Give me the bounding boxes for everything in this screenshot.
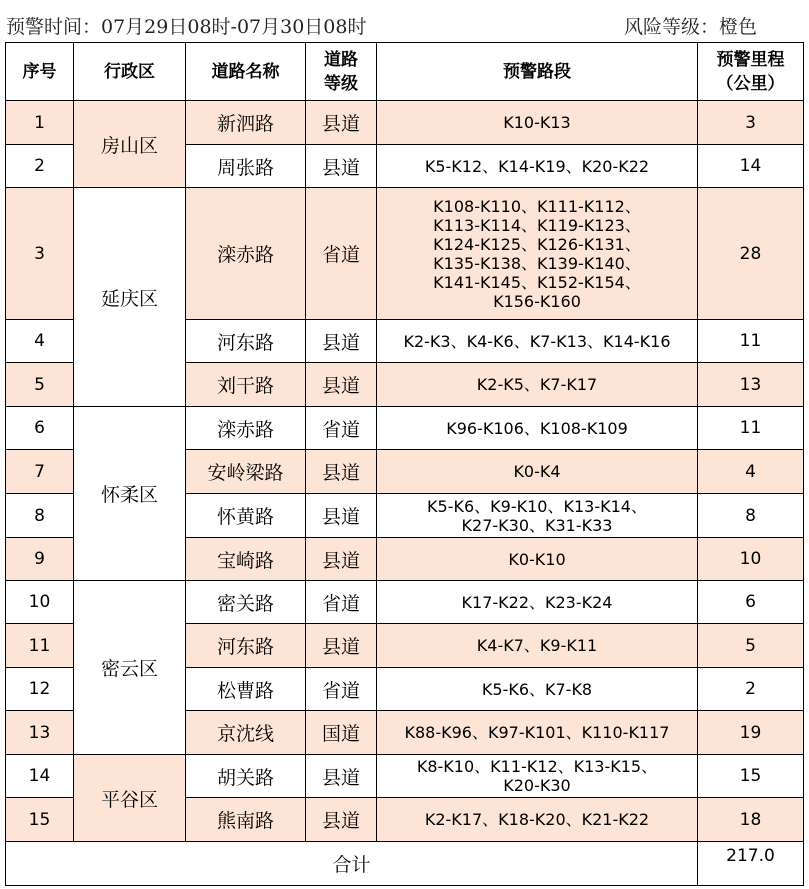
grade-header-line1: 道路 <box>324 49 358 70</box>
grade-header-line2: 等级 <box>324 73 358 94</box>
cell-length: 5 <box>698 624 804 668</box>
cell-road-name: 宝崎路 <box>186 538 306 581</box>
length-header-line2: （公里） <box>716 73 785 94</box>
table-row <box>6 188 804 320</box>
table-row <box>6 755 804 798</box>
cell-segments: K2-K17、K18-K20、K21-K22 <box>377 798 698 842</box>
column-header-length <box>698 43 804 101</box>
cell-segments: K8-K10、K11-K12、K13-K15、 K20-K30 <box>377 755 698 798</box>
table-row <box>6 101 804 145</box>
cell-segments: K2-K5、K7-K17 <box>377 363 698 407</box>
cell-district: 平谷区 <box>74 755 186 842</box>
risk-level: 风险等级：橙色 <box>623 16 757 38</box>
cell-road-grade: 县道 <box>306 798 377 842</box>
cell-road-name: 怀黄路 <box>186 494 306 538</box>
cell-index: 8 <box>6 494 74 538</box>
cell-road-name: 松曹路 <box>186 668 306 711</box>
cell-length: 13 <box>698 363 804 407</box>
cell-length: 19 <box>698 711 804 755</box>
cell-index: 6 <box>6 407 74 450</box>
cell-road-name: 新泗路 <box>186 101 306 145</box>
cell-road-name: 熊南路 <box>186 798 306 842</box>
cell-district: 房山区 <box>74 101 186 188</box>
cell-road-grade: 县道 <box>306 101 377 145</box>
cell-index: 9 <box>6 538 74 581</box>
warning-table <box>5 42 804 886</box>
cell-length: 6 <box>698 581 804 624</box>
cell-road-grade: 县道 <box>306 145 377 188</box>
cell-road-name: 滦赤路 <box>186 407 306 450</box>
cell-index: 5 <box>6 363 74 407</box>
cell-district: 怀柔区 <box>74 407 186 581</box>
cell-length: 3 <box>698 101 804 145</box>
cell-index: 2 <box>6 145 74 188</box>
cell-segments: K10-K13 <box>377 101 698 145</box>
cell-index: 3 <box>6 188 74 320</box>
cell-segments: K108-K110、K111-K112、 K113-K114、K119-K123、 K124-K125、K126-K131、 K135-K138、K139-K140、 K141-K145、K152-K154、 K156-K160 <box>377 188 698 320</box>
cell-road-grade: 县道 <box>306 755 377 798</box>
cell-road-name: 河东路 <box>186 624 306 668</box>
column-header-road: 道路名称 <box>186 43 306 101</box>
cell-road-grade: 县道 <box>306 624 377 668</box>
cell-road-grade: 国道 <box>306 711 377 755</box>
cell-length: 8 <box>698 494 804 538</box>
cell-segments: K2-K3、K4-K6、K7-K13、K14-K16 <box>377 320 698 363</box>
cell-road-name: 周张路 <box>186 145 306 188</box>
cell-segments: K5-K6、K9-K10、K13-K14、 K27-K30、K31-K33 <box>377 494 698 538</box>
cell-road-grade: 省道 <box>306 581 377 624</box>
table-row <box>6 581 804 624</box>
cell-road-grade: 省道 <box>306 668 377 711</box>
cell-length: 10 <box>698 538 804 581</box>
cell-length: 11 <box>698 320 804 363</box>
cell-road-grade: 县道 <box>306 320 377 363</box>
cell-road-grade: 县道 <box>306 494 377 538</box>
cell-segments: K0-K10 <box>377 538 698 581</box>
cell-road-name: 密关路 <box>186 581 306 624</box>
total-value: 217.0 <box>698 842 804 886</box>
total-row <box>6 842 804 886</box>
cell-index: 14 <box>6 755 74 798</box>
cell-road-name: 河东路 <box>186 320 306 363</box>
cell-index: 15 <box>6 798 74 842</box>
cell-road-name: 刘干路 <box>186 363 306 407</box>
cell-district: 延庆区 <box>74 188 186 407</box>
cell-length: 11 <box>698 407 804 450</box>
cell-index: 1 <box>6 101 74 145</box>
cell-length: 14 <box>698 145 804 188</box>
table-body <box>6 101 804 886</box>
cell-index: 11 <box>6 624 74 668</box>
cell-district: 密云区 <box>74 581 186 755</box>
cell-index: 12 <box>6 668 74 711</box>
table-header-row <box>6 43 804 101</box>
cell-segments: K96-K106、K108-K109 <box>377 407 698 450</box>
cell-road-grade: 县道 <box>306 363 377 407</box>
cell-segments: K5-K6、K7-K8 <box>377 668 698 711</box>
cell-length: 15 <box>698 755 804 798</box>
cell-segments: K0-K4 <box>377 450 698 494</box>
total-label: 合计 <box>6 842 698 886</box>
cell-index: 13 <box>6 711 74 755</box>
cell-road-name: 滦赤路 <box>186 188 306 320</box>
cell-segments: K4-K7、K9-K11 <box>377 624 698 668</box>
cell-segments: K17-K22、K23-K24 <box>377 581 698 624</box>
cell-road-name: 京沈线 <box>186 711 306 755</box>
page-header <box>0 0 809 42</box>
cell-segments: K5-K12、K14-K19、K20-K22 <box>377 145 698 188</box>
cell-index: 7 <box>6 450 74 494</box>
cell-index: 10 <box>6 581 74 624</box>
column-header-district: 行政区 <box>74 43 186 101</box>
cell-road-name: 胡关路 <box>186 755 306 798</box>
cell-road-name: 安岭梁路 <box>186 450 306 494</box>
column-header-index: 序号 <box>6 43 74 101</box>
cell-length: 18 <box>698 798 804 842</box>
cell-length: 4 <box>698 450 804 494</box>
table-row <box>6 407 804 450</box>
cell-index: 4 <box>6 320 74 363</box>
warning-time: 预警时间：07月29日08时-07月30日08时 <box>6 16 367 38</box>
cell-road-grade: 县道 <box>306 538 377 581</box>
column-header-segments: 预警路段 <box>377 43 698 101</box>
cell-segments: K88-K96、K97-K101、K110-K117 <box>377 711 698 755</box>
column-header-grade <box>306 43 377 101</box>
cell-road-grade: 省道 <box>306 407 377 450</box>
cell-length: 2 <box>698 668 804 711</box>
cell-road-grade: 县道 <box>306 450 377 494</box>
cell-length: 28 <box>698 188 804 320</box>
length-header-line1: 预警里程 <box>716 49 785 70</box>
cell-road-grade: 省道 <box>306 188 377 320</box>
